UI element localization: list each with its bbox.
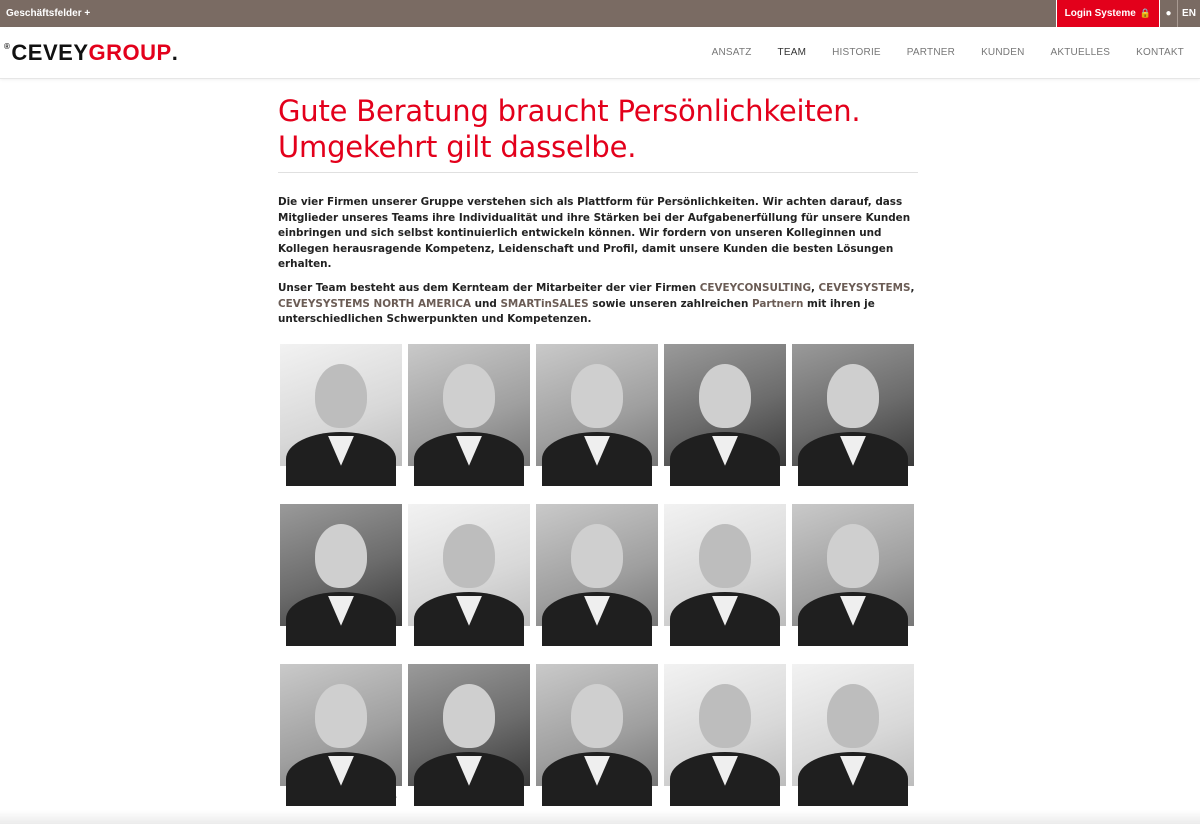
- nav-historie[interactable]: HISTORIE: [832, 47, 881, 58]
- user-icon[interactable]: ●: [1160, 0, 1178, 27]
- member-photo: [408, 344, 530, 466]
- logo-registered-mark: ®: [4, 41, 11, 51]
- team-member[interactable]: [280, 664, 402, 824]
- team-member[interactable]: [408, 504, 530, 664]
- member-photo: [536, 344, 658, 466]
- intro-paragraph: Die vier Firmen unserer Gruppe verstehen sich als Plattform für Persönlichkeiten. Wir achten darauf, dass Mitglieder unseres Teams ihre Individualität und ihre Stärken bei der Aufgabenerfüllung für unsere Kunden einbringen und sich selbst kontinuierlich entwickeln können. Wir fordern von unseren Kolleginnen und Kollegen herausragende Kompetenz, Leidenschaft und Profil, damit unsere Kunden die besten Lösungen erhalten.: [278, 196, 911, 271]
- login-label: Login Systeme: [1064, 8, 1136, 19]
- member-photo: [792, 344, 914, 466]
- main-nav: [686, 27, 1200, 78]
- team-member[interactable]: [408, 344, 530, 504]
- link-ceveysystems-north-america[interactable]: CEVEYSYSTEMS NORTH AMERICA: [278, 297, 471, 310]
- link-ceveyconsulting[interactable]: CEVEYCONSULTING: [699, 281, 811, 294]
- team-member[interactable]: [536, 664, 658, 824]
- headline-line-2: Umgekehrt gilt dasselbe.: [278, 130, 637, 164]
- lock-icon: 🔒: [1139, 8, 1151, 18]
- team-paragraph: [278, 281, 918, 328]
- team-member[interactable]: [280, 504, 402, 664]
- top-bar: [0, 0, 1200, 27]
- nav-ansatz[interactable]: ANSATZ: [711, 47, 752, 58]
- member-photo: [664, 504, 786, 626]
- team-member[interactable]: [536, 504, 658, 664]
- link-partner[interactable]: Partnern: [752, 297, 804, 310]
- team-member[interactable]: [280, 344, 402, 504]
- business-areas-menu[interactable]: Geschäftsfelder +: [6, 8, 91, 19]
- header: [0, 27, 1200, 79]
- team-text-4: und: [470, 297, 501, 310]
- team-text-5: sowie unseren zahlreichen: [588, 297, 752, 310]
- logo-part-cevey: CEVEY: [11, 39, 89, 65]
- link-ceveysystems[interactable]: CEVEYSYSTEMS: [818, 281, 911, 294]
- main-content: [278, 93, 918, 824]
- team-member[interactable]: [792, 344, 914, 504]
- member-photo: [664, 344, 786, 466]
- member-photo: [792, 664, 914, 786]
- member-photo: [408, 664, 530, 786]
- team-text-6: mit ihren je unterschiedlichen Schwerpunkten und Kompetenzen.: [278, 297, 875, 326]
- member-photo: [280, 504, 402, 626]
- team-text-3: ,: [910, 281, 915, 294]
- member-photo: [536, 504, 658, 626]
- team-member[interactable]: [792, 664, 914, 824]
- team-member[interactable]: [664, 664, 786, 824]
- nav-kunden[interactable]: KUNDEN: [981, 47, 1025, 58]
- page-headline: [278, 93, 918, 173]
- login-systems-button[interactable]: [1056, 0, 1160, 27]
- nav-kontakt[interactable]: KONTAKT: [1136, 47, 1184, 58]
- nav-partner[interactable]: PARTNER: [906, 47, 956, 58]
- team-member[interactable]: [536, 344, 658, 504]
- team-text-2: ,: [810, 281, 819, 294]
- team-text-1: Unser Team besteht aus dem Kernteam der Mitarbeiter der vier Firmen: [278, 281, 700, 294]
- language-switch[interactable]: EN: [1182, 8, 1196, 19]
- member-photo: [280, 664, 402, 786]
- headline-line-1: Gute Beratung braucht Persönlichkeiten.: [278, 94, 861, 128]
- team-member[interactable]: [664, 504, 786, 664]
- member-photo: [536, 664, 658, 786]
- logo[interactable]: [0, 39, 179, 65]
- member-photo: [792, 504, 914, 626]
- logo-part-group: GROUP: [88, 39, 172, 65]
- team-member[interactable]: [664, 344, 786, 504]
- team-member[interactable]: [408, 664, 530, 824]
- nav-aktuelles[interactable]: AKTUELLES: [1050, 47, 1111, 58]
- link-smartinsales[interactable]: SMARTinSALES: [500, 297, 589, 310]
- bottom-shadow: [0, 810, 1200, 824]
- logo-dot: .: [171, 39, 179, 65]
- team-grid: [280, 344, 918, 824]
- team-member[interactable]: [792, 504, 914, 664]
- member-photo: [280, 344, 402, 466]
- top-bar-actions: [1056, 0, 1200, 27]
- nav-team[interactable]: TEAM: [777, 47, 807, 58]
- member-photo: [664, 664, 786, 786]
- member-photo: [408, 504, 530, 626]
